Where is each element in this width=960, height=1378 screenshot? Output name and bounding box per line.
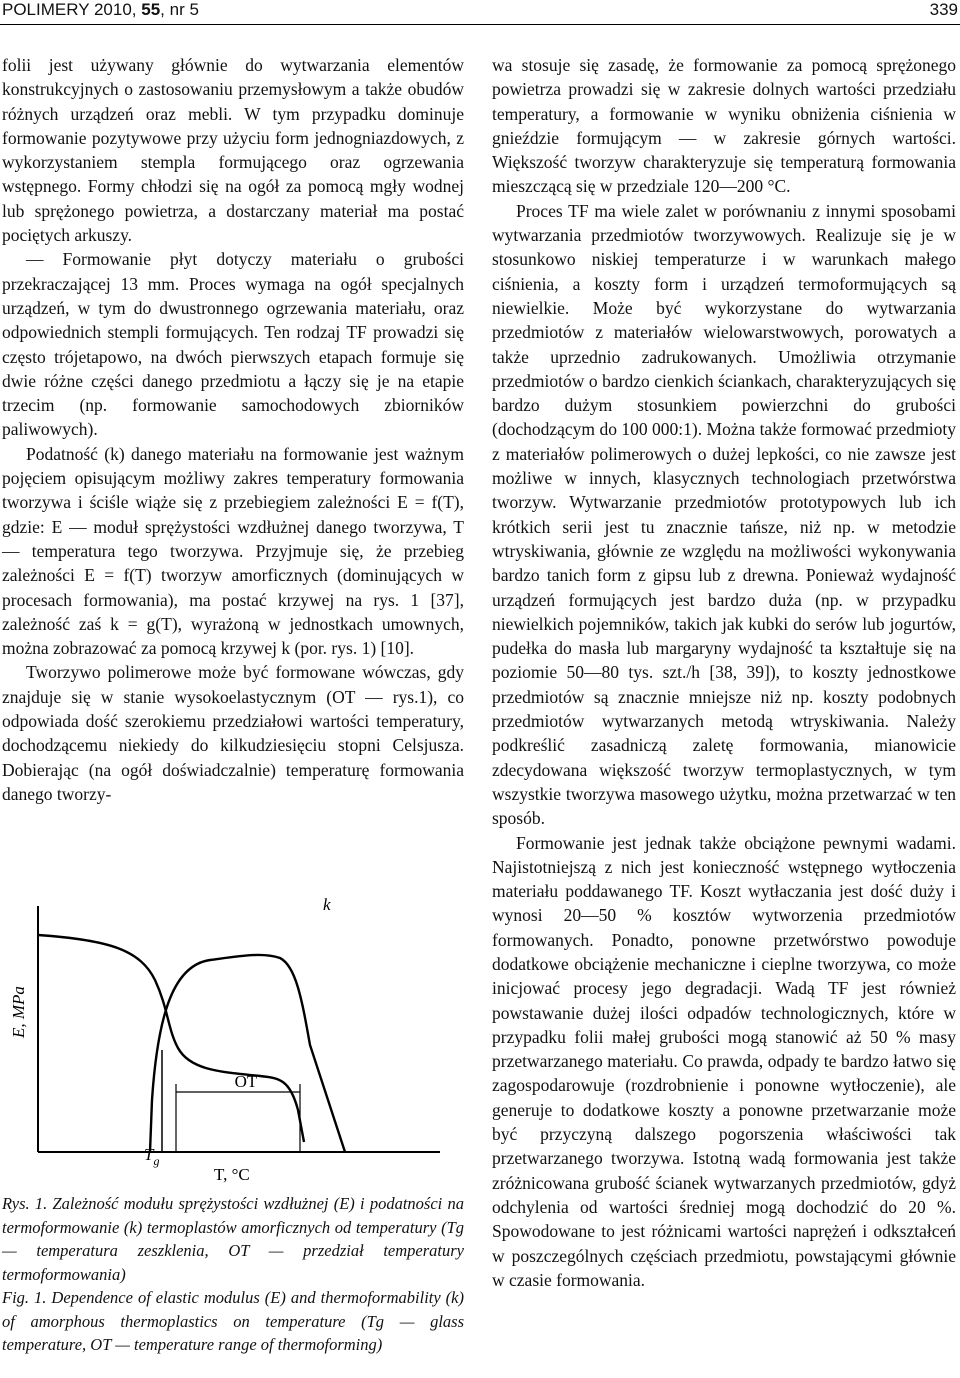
paragraph: Tworzywo polimerowe może być formowane wówczas, gdy znajduje się w stanie wysokoelastycznym (OT — rys.1), co odpowiada dość szerokiemu przedziałowi wartości temperatury, dochodzącemu niekiedy do kilkudziesięciu stopni Celsjusza. Dobierając (na ogół doświadczalnie) temperaturę formowania danego tworzy- (2, 662, 464, 804)
ot-label: OT (234, 1072, 258, 1091)
left-column (2, 53, 464, 806)
caption-polish: Rys. 1. Zależność modułu sprężystości wzdłużnej (E) i podatności na termoformowanie (k) termoplastów amorficznych od temperatury (Tg — temperatura zeszklenia, OT — przedział temperatury termoformowania) (2, 1194, 464, 1284)
paragraph: Formowanie jest jednak także obciążone pewnymi wadami. Najistotniejszą z nich jest konieczność wstępnego wytłoczenia materiału poddawanego TF. Koszt wytłaczania jest dość duży i wynosi 20—50 % kosztów wytworzenia przedmiotów formowanych. Ponadto, ponowne przetwórstwo powoduje dodatkowe obciążenie mechaniczne i cieplne tworzywa, co może inicjować procesy jego degradacji. Wadą TF jest również powstawanie dużej ilości odpadów technologicznych, które w przypadku folii małej grubości mogą stanowić aż 50 % masy przetwarzanego materiału. Co prawda, odpady te bardzo łatwo się zagospodarowuje (rozdrobnienie i ponowne wytłoczenie), ale generuje to dodatkowe koszty a ponowne przetwarzanie może być przyczyną dalszego pogorszenia właściwości tak przetwarzanego tworzywa. Istotną wadą formowania jest także zróżnicowana grubość ścianek wytwarzanych przedmiotów, gdyż odchylenia od wartości średniej mogą dochodzić do 20 %. Spowodowane to jest różnicami wartości naprężeń i odkształceń w poszczególnych częściach przedmiotu, powstającymi głównie w czasie formowania. (492, 832, 956, 1290)
journal-info: POLIMERY 2010, 55, nr 5 (2, 0, 199, 19)
figure-1 (0, 880, 470, 1192)
y-axis-label: E, MPa (9, 986, 28, 1038)
volume-number: 55 (141, 0, 161, 19)
running-header (0, 0, 960, 25)
thermoformability-curve-k (150, 955, 345, 1152)
paragraph: folii jest używany głównie do wytwarzania elementów konstrukcyjnych o zastosowaniu przemysłowym a także obudów różnych urządzeń oraz mebli. W tym przypadku dominuje formowanie pozytywowe przy użyciu form jednogniazdowych, z wykorzystaniem stempla formującego oraz ogrzewania wstępnego. Formy chłodzi się na ogół za pomocą mgły wodnej lub sprężonego powietrza, a dostarczany materiał ma postać pociętych arkuszy. (2, 55, 464, 246)
right-column (492, 53, 956, 1292)
paragraph: wa stosuje się zasadę, że formowanie za pomocą sprężonego powietrza prowadzi się w zakresie dolnych wartości przedziału temperatury, a formowanie w wyniku obniżenia ciśnienia w gnieździe formującym — w zakresie górnych wartości. Większość tworzyw charakteryzuje się temperaturą formowania mieszczącą się w przedziale 120—200 °C. (492, 55, 956, 197)
modulus-temperature-diagram (0, 880, 470, 1192)
tg-label: $T_g$ (144, 1145, 160, 1168)
x-axis-label: T, °C (214, 1165, 250, 1184)
k-curve-label: k (323, 895, 331, 914)
figure-caption (2, 1192, 464, 1357)
caption-english: Fig. 1. Dependence of elastic modulus (E) and thermoformability (k) of amorphous thermoplastics on temperature (Tg — glass temperature, OT — temperature range of thermoforming) (2, 1288, 464, 1354)
paragraph: Proces TF ma wiele zalet w porównaniu z innymi sposobami wytwarzania przedmiotów tworzywowych. Realizuje się je w stosunkowo niskiej temperaturze i w warunkach małego ciśnienia, a koszty form i urządzeń termoformujących są niewielkie. Może być wykorzystane do wytwarzania przedmiotów z materiałów wielowarstwowych, porowatych a także uprzednio zadrukowanych. Umożliwia otrzymanie przedmiotów o bardzo cienkich ściankach, charakteryzujących się bardzo dużym stosunkiem powierzchni do grubości (dochodzącym do 100 000:1). Można także formować przedmioty z materiałów polimerowych o dużej lepkości, co nie zawsze jest możliwe w innych, klasycznych technologiach przetwórstwa tworzyw. Wytwarzanie przedmiotów prototypowych lub ich krótkich serii jest tu znacznie tańsze, niż np. w metodzie wtryskiwania, głównie ze względu na możliwości wykonywania bardzo tanich form z gipsu lub z drewna. Ponieważ wydajność urządzeń formujących jest bardzo duża (np. w przypadku niewielkich pojemników, takich jak kubki do serów lub jogurtów, pudełka do masła lub margaryny wydajność ta kształtuje się na poziomie 50—80 tys. szt./h [38, 39]), to koszty jednostkowe przedmiotów są znacznie mniejsze niż np. koszty podobnych przedmiotów wytwarzanych metodą wtryskiwania. Należy podkreślić zasadniczą zaletę formowania, mianowicie zdecydowana większość tworzyw termoplastycznych, w tym wszystkie tworzywa masowego użytku, można przetwarzać w ten sposób. (492, 200, 956, 829)
paragraph: — Formowanie płyt dotyczy materiału o grubości przekraczającej 13 mm. Proces wymaga na ogół specjalnych urządzeń, w tym do dwustronnego ogrzewania materiału, oraz odpowiednich stempli formujących. Ten rodzaj TF prowadzi się często trójetapowo, na dwóch pierwszych etapach formuje się dwie różne części danego przedmiotu a łączy się je na etapie trzecim (np. formowanie samochodowych zbiorników paliwowych). (2, 249, 464, 440)
page-number: 339 (929, 0, 958, 19)
paragraph: Podatność (k) danego materiału na formowanie jest ważnym pojęciem opisującym możliwy zakres temperatury formowania tworzywa i ściśle wiąże się z przebiegiem zależności E = f(T), gdzie: E — moduł sprężystości wzdłużnej danego tworzywa, T — temperatura tego tworzywa. Przyjmuje się, że przebieg zależności E = f(T) tworzyw amorficznych (dominujących w procesach formowania), ma postać krzywej na rys. 1 [37], zależność zaś k = g(T), wyrażoną w jednostkach umownych, można zobrazować za pomocą krzywej k (por. rys. 1) [10]. (2, 443, 464, 659)
modulus-curve (38, 935, 304, 1142)
